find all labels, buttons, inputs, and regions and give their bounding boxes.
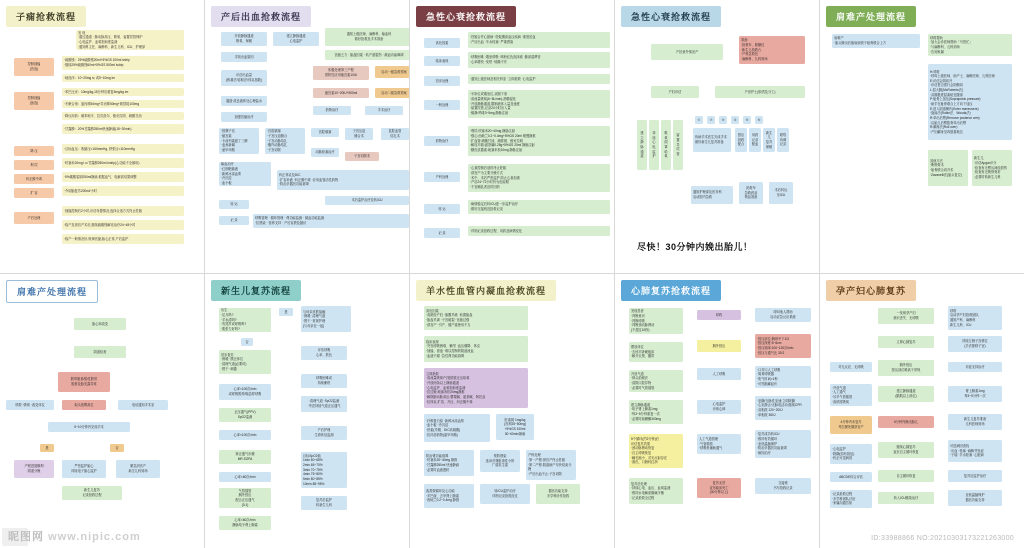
flow-node: ⑥	[755, 116, 763, 124]
panel-title: 心肺复苏抢救流程	[621, 280, 721, 301]
flow-node: 电话通知手术室	[118, 400, 168, 410]
flow-node: 阴道检查	[74, 346, 126, 358]
flow-node: 子宫切除术	[345, 152, 379, 161]
flow-node: 目标SpO2值 1min 60~65% 2min 65~70% 3min 70~75% 4min 75~80% 5min 80~85% 10min 85~95%	[301, 452, 347, 488]
flow-node: ②	[707, 116, 715, 124]
flow-node: ·甘露醇：20%甘露醇250ml快速静滴(15~20min)	[62, 124, 184, 134]
flow-node: 高危因素 ·高龄经产妇 ·胎膜早破 ·前置胎盘 ·胎盘早剥 ·子宫破裂 ·宫缩过强 ·剖宫产 ·引产、催产素使用不当	[424, 306, 528, 330]
flow-node: 与母亲皮肤接触 ·保暖 ·清理气道 ·擦干 ·常规护理 (与母亲在一起)	[301, 306, 351, 332]
flow-node: 通知护理部及医务科 启动院内急救	[691, 186, 733, 204]
flow-node: ·呼吸困难 ·端坐呼吸 ·咳粉红色泡沫痰 ·肺部湿啰音 ·心率增快 ·发绀 ·烦躁不安	[468, 52, 610, 68]
flow-node: ·利尿:呋塞米20~40mg 静脉注射 ·强心:西地兰0.2~0.4mg+5%GS 20ml 缓慢静推 ·扩血管:硝酸甘油、硝普钠、酚妥拉明 ·解痉平喘:氨茶碱0.25g+5%GS 20ml 静脉注射 ·糖皮质激素:地塞米松10mg 静脉注射	[468, 126, 610, 156]
panel-title: 急性心衰抢救流程	[621, 6, 721, 27]
flowchart-panel-9	[615, 274, 819, 547]
flow-node: 否	[241, 338, 253, 346]
flow-node: ABCDE综合评估	[830, 472, 872, 482]
flow-node: 胸外按压	[697, 340, 741, 352]
flow-node: ·抽搐控制后2小时,评估母婴情况,选择合适方式终止妊娠	[62, 206, 184, 216]
flow-node: ·详细记录抢救过程、用药及病情变化	[468, 226, 610, 236]
flow-node: 药物治疗	[313, 106, 351, 115]
flow-node: 呼吸困难或 持续紫绀	[301, 374, 347, 388]
flow-node: 矫正通气步骤 MR.SOPA	[219, 450, 271, 464]
flow-node: 新生儿 复苏 保暖	[763, 128, 775, 152]
flow-node: ·通知上级医师及相关科室 ·立即抢救 ·心电监护	[468, 74, 610, 84]
panel-title: 急性心衰抢救流程	[416, 6, 516, 27]
flow-node: 脐带脱垂/隐性脐带 脱垂及胎先露异常	[58, 372, 110, 392]
flow-node: ·妊娠合并心脏病 ·妊娠期高血压疾病 ·重度贫血 ·产后出血 ·羊水栓塞 ·严重感染	[468, 32, 610, 48]
flow-node: ·纤维蛋白原 ·新鲜冰冻血浆 ·血小板 ·冷沉淀 ·肝素(早期、DIC高凝期) ·抗纤溶药物(氨甲环酸)	[424, 414, 490, 442]
flow-node: ⑤	[743, 116, 751, 124]
flowchart-panel-4	[615, 0, 819, 273]
flow-node: 肩难产 ·胎头娩出后胎肩嵌顿于耻骨联合上方	[832, 34, 920, 48]
flow-node: 自主循环恢复	[878, 470, 934, 482]
flow-node: 转 运	[219, 200, 249, 209]
flow-node: 正压通气(PPV) SpO2监测	[219, 408, 271, 422]
panel-title: 子痫抢救流程	[6, 6, 86, 27]
flow-node: 产后护理 生命体征监测	[301, 426, 347, 440]
flow-node: 5分钟内娩出胎儿	[878, 416, 934, 428]
panel-title: 产后出血抢救流程	[211, 6, 311, 27]
flow-node: ·心衰控制后适时终止妊娠 ·剖宫产为主要分娩方式 ·术中、术后严密监护,防止心衰加重 ·产后24~72小时仍为危险期 ·不宜哺乳者及时回奶	[468, 164, 610, 192]
flow-node: ·降压用药：硝苯地平、拉贝洛尔、酚妥拉明、硝酸甘油	[62, 112, 184, 120]
flow-node: 摆放体位 ·去枕平卧硬板床 ·解开衣领、腰带	[629, 342, 683, 362]
flow-node: 通知上级医师、麻醉科、输血科 做好抢救及手术准备	[325, 28, 409, 46]
flow-node: 肾上腺素1mg 每3~5分钟一次	[948, 386, 1002, 402]
flow-node: 交接班 书写抢救记录	[755, 478, 811, 494]
flow-node: 器官功能支持 多学科协作抢救	[536, 484, 580, 504]
flow-node: 持续左侧子宫移位 (手法推移子宫)	[948, 336, 1002, 352]
flow-node: 手术治疗	[365, 106, 403, 115]
flow-node: ·清理气道 ·SpO2监测 ·考虑持续气道正压通气	[301, 396, 347, 412]
flow-node: 产科处理 ·第一产程:剖宫产终止妊娠 ·第二产程:阴道助产尽快结束分娩 ·产后出血不止:子宫切除	[526, 450, 576, 480]
flow-node: 立即心肺复苏	[878, 336, 934, 348]
flow-node: 预防感染 选用对肾脏毒性小的 广谱抗生素	[480, 450, 520, 472]
flow-node: 发 现 ·通过通道 · 肺动脉高压、吸氧、留置尿管保护 ·心电监护、血氧饱和度监测 ·通知科主任、麻醉科、新生儿科、ICU、护理部	[76, 30, 184, 50]
flow-node: ·心电监护 ·除颤(如有指征) ·纠正可逆病因	[830, 444, 872, 464]
flow-node: ·口对口人工呼吸 ·简易呼吸器 ·吹气时间>1秒 ·可见胸廓起伏	[755, 366, 811, 388]
flow-node: ·冬眠合剂：氯丙嗪50mg+异丙嗪50mg+哌替啶100mg	[62, 100, 184, 108]
flow-node: 心率<60次/min 静脉给予肾上腺素	[219, 516, 271, 530]
flow-node: 吸氧 面罩 给氧	[661, 120, 671, 170]
flow-node: 复苏后监护治疗	[948, 470, 1002, 482]
flowchart-panel-3	[410, 0, 614, 273]
flow-node: 5~10分钟内完成手术	[48, 422, 130, 432]
flow-node: ①	[695, 116, 703, 124]
flow-node: ·按压部位:胸骨中下1/3 ·按压深度:5~6cm ·按压频率:100~120次/min ·按压与通气比 30:2	[755, 334, 811, 358]
flow-node: 纠正休克及DIC ·扩容补液 ·纠正酸中毒 ·应用血管活性药物 ·防治多器官功能衰竭	[277, 170, 409, 190]
flow-node: 防治肾功能衰竭 ·呋塞米20~40mg 静推 ·甘露醇250ml 快速静滴 ·必要时血液透析	[424, 450, 474, 476]
flow-node: 呼吸管理 · 循环管理 · 肾功能监测 · 凝血功能监测 ·抗感染 · 营养支持 · 产后宣教及随访	[253, 214, 409, 228]
flow-node: 新生儿 ·评估Apgar评分 ·检查有无臂丛神经损伤 ·检查有无锁骨骨折 ·必要时转新生儿科	[972, 150, 1012, 186]
flow-node: 呼救 ·吸氧 ·改变体位	[6, 400, 54, 410]
flow-node: 立即抢救 ·高流量吸氧/气管插管正压给氧 ·开放两条以上静脉通道 ·心电监护、血氧饱和度监测 ·抗过敏:地塞米松20mg静推 ·解除肺动脉高压:罂粟碱、氨茶碱、阿托品 ·抗休克:扩容、升压、纠正酸中毒	[424, 368, 528, 408]
flow-node: 持续 心电 监护	[649, 120, 659, 170]
flow-node: 评估呼吸 心率、肤色	[301, 346, 347, 360]
flow-node: ·病情稳定后转ICU进一步监护治疗 ·做好交接班及抢救记录	[468, 200, 610, 214]
flow-node: 对症支持治疗	[948, 362, 1002, 372]
flowchart-panel-8	[410, 274, 614, 547]
flow-node: 宫缩乏力 · 胎盘因素 · 软产道裂伤 · 凝血功能障碍	[325, 50, 409, 60]
flowchart-panel-2	[205, 0, 409, 273]
flow-node: 动脉栓塞治疗	[311, 148, 339, 157]
flow-node: 新生儿复苏准备 儿科医师到场	[948, 414, 1002, 430]
flow-node: 术后监护治疗及转ICU	[325, 196, 409, 205]
flow-node: 开放气道 ·仰头抬颏法 ·清除口腔异物 ·必要时气管插管	[629, 370, 683, 392]
flow-node: ·按摩子宫 ·缩宫素 ·卡前列素氨丁三醇 ·麦角新碱 ·氨甲环酸	[219, 128, 259, 154]
flow-node: ·介绍脑复苏200ml/小时	[62, 186, 184, 196]
flow-node: 胸外按压 按压部位略高于常规	[878, 360, 934, 376]
flow-node: 人工气道管理 ·气管插管 ·呼吸机辅助通气	[697, 434, 741, 454]
flow-node: 心率<100次/min 或呼吸暂停/喘息样呼吸	[219, 384, 271, 400]
flow-node: 建立静脉通道 (膈肌以上部位)	[878, 386, 934, 402]
flow-node: 对无反应、无呼吸	[830, 362, 872, 372]
flow-node: 评估出血量 (称重法/容积法/休克指数)	[221, 70, 267, 86]
flow-node: 一发现孕产妇 意识丧失、无呼吸	[878, 308, 934, 324]
flow-node: 出生 ·足月吗? ·羊水清吗? ·有哭声或呼吸吗? ·肌张力好吗?	[219, 308, 271, 332]
flow-node: ·半卧位或端坐位,双腿下垂 ·高流量吸氧(6~8L/min),酒精湿化 ·开放静脉通道,限制液体入量及速度 ·留置尿管,记录24小时出入量 ·镇静:吗啡3~5mg 静脉注射	[468, 90, 610, 118]
flow-node: 初步复苏 ·保暖 ·摆正体位 ·清理气道(必要时) ·擦干 ·刺激	[219, 350, 271, 374]
flow-node: ·目标血压：收缩压<160mmHg, 舒张压<110mmHg	[62, 144, 184, 154]
flow-node: 建立静脉通道 ·给予肾上腺素1mg ·每3~5分钟重复一次 ·必要时胺碘酮300mg	[629, 400, 683, 424]
flow-node: 盆腔血管 结扎术	[381, 128, 409, 140]
flow-node: 新生儿复苏 记录抢救过程	[62, 486, 122, 500]
flow-node: 临床表现	[424, 56, 460, 66]
flow-node: 按压 抢救 配合	[735, 128, 747, 152]
flow-node: 复苏无效 宣布临床死亡 (30分钟以上)	[697, 478, 741, 498]
flow-node: 缩宫素10~20IU+500ml	[313, 88, 369, 98]
flow-node: 记 录	[424, 228, 460, 238]
flow-node: H:呼救 ·呼叫上级医师、助产士、麻醉医师、儿科医师 E:评估会阴切开 ·评估是否需行会阴侧切 L:屈大腿(McRoberts法) ·双腿极度屈曲贴近腹部 P:耻骨上加压(Suprapubic pressure) ·助手在耻骨联合上方向下加压 E:进入阴道操作(Enter maneuvers) ·旋肩法(Rubin法、Woods法) R:牵出后臂(Remove posterior arm) ·沿胎儿后臂肱骨牵出后臂 R:翻身法(Roll over) ·产妇翻身呈四肢着地位	[928, 64, 1012, 140]
flow-node: 控制抽搐 (备选)	[14, 92, 54, 110]
panel-title: 肩难产处理流程	[6, 280, 98, 303]
flow-node: ·地西泮：10~20mg iv, 或5~10mg im	[62, 74, 184, 82]
flowchart-panel-10	[820, 274, 1024, 547]
flow-node: 开放静脉通道 吸氧、保暖	[221, 32, 267, 46]
flow-node: 胎心率改变	[74, 318, 126, 330]
flow-node: 呼救	[697, 310, 741, 320]
flow-node: ·室颤/无脉性室速:立即除颤 ·心室静止/无脉电活动:继续CPR ·双相波 120~200J ·单相波 360J	[755, 396, 811, 420]
flow-node: 改善微循环及心功能 ·多巴胺、去甲肾上腺素 ·西地兰0.2~0.4mg 静推	[424, 484, 474, 508]
flow-node: 复苏后处理 ·持续心电、血压、血氧监测 ·维持水电解质酸碱平衡 ·记录抢救全过程	[629, 478, 683, 504]
flow-node: 药物治疗	[424, 136, 460, 146]
flow-node: 协助手术医生完成手术 做好新生儿复苏准备	[693, 128, 731, 152]
flow-node: ·记录抢救过程 ·多学科团队讨论 ·家属沟通告知	[830, 490, 872, 508]
flow-node: 留置 导尿 管	[673, 120, 683, 170]
flow-node: ·临产及剖宫产术后,继续硫酸镁解痉治疗24~48小时	[62, 220, 184, 230]
flow-node: 复苏后监护 转新生儿科	[301, 496, 347, 510]
flow-node: 通道·改良液体处心理盐水	[221, 96, 267, 106]
flow-node: 发现患者 ·判断意识 ·判断呼吸 ·判断颈动脉搏动 (不超过10秒)	[629, 308, 683, 334]
flow-node: 准备: ·抢救车、除颤仪 ·新生儿抢救台 ·产科急救包 ·麻醉科、儿科到场	[739, 36, 805, 64]
flow-node: 启动一级急救预案	[375, 66, 409, 78]
watermark-en: www.nipic.com	[48, 531, 141, 543]
id-text: ID:33988866 NO:20210303173221263000	[871, 535, 1014, 542]
flow-node: 抢救车 急救药品 物品准备	[739, 182, 763, 204]
flow-node: 呼救帮助 ·加大会诊医师帮助「马伯忙」 ·与麻醉科、儿科到场 ·告知家属	[928, 34, 1012, 56]
flow-node: 产妇意外情况产	[651, 44, 723, 60]
flow-node: 控制抽搐 (首选)	[14, 58, 54, 76]
flow-node: 产科处理	[424, 172, 460, 182]
flow-node: 是	[279, 308, 293, 316]
flow-node: 紧急剖宫产 新生儿科到场	[116, 460, 160, 478]
flow-node: 降 压	[14, 146, 54, 156]
watermark-cn: 昵图网	[8, 531, 44, 543]
flow-node: 扩 容	[14, 188, 54, 198]
flow-node: 气管插管 胸外按压 配合正压通气 (3:1)	[219, 488, 271, 508]
flow-node: 高危因素	[424, 38, 460, 48]
flow-node: 建立静脉通道 心电监护	[273, 32, 319, 46]
flow-node: 5个循环(约2分钟)后 评估复苏效果 ·颈动脉搏动恢复 ·自主呼吸恢复 ·瞳孔缩小、对光反射存在 ·面色、口唇转红润	[629, 434, 683, 468]
flow-node: ·苯巴比妥：10mg/kg,15分钟后重复5mg/kg im	[62, 88, 184, 96]
panel-callout-text: 尽快！30分钟内娩出胎儿！	[637, 242, 753, 252]
flow-node: 加强宫缩治疗	[221, 112, 267, 122]
flow-node: ·宫腔填塞 ·子宫压迫缝合 ·子宫动脉结扎 ·髂内动脉结扎 ·子宫切除	[265, 128, 305, 154]
flow-node: 利 尿	[14, 160, 54, 170]
flow-node: 产妇评估	[651, 86, 699, 98]
flow-node: 严密监护胎心 持续电子胎心监护	[62, 460, 106, 478]
flow-node: 其他方法 ·断锁骨术 ·耻骨联合切开术 ·Zavanelli法(胎头复位)	[928, 150, 968, 186]
flow-node: 肝素钠 1mg/kg (首剂25~50mg) +5%GS 100ml 30~60min静滴	[496, 414, 534, 440]
flow-node: 宫腔填塞	[311, 128, 339, 137]
flow-node: 继续心肺复苏 直至自主循环恢复	[878, 442, 934, 458]
flow-node: ·硫酸镁：25%硫酸镁20ml+5%GS 100ml ivdrip ·继续25%硫酸镁60ml+5%GS 500ml ivdrip	[62, 56, 184, 70]
flow-node: ·5%碳酸氢钠250ml静滴,根据血气、电解质结果调整	[62, 172, 184, 182]
flow-node: 积极处理第三产程 预防性应用缩宫素10IU	[313, 66, 369, 80]
flow-node: 心电监护 识别心律	[697, 400, 741, 414]
flow-node: 人工呼吸	[697, 368, 741, 380]
flow-node: 心率<100次/min	[219, 430, 271, 440]
flow-node: 一般处理	[424, 100, 460, 110]
flow-node: 心率<60次/min	[219, 472, 271, 482]
flow-node: 转ICU监护治疗 详细记录抢救经过	[480, 484, 530, 504]
flow-node: 初步处理	[424, 76, 460, 86]
flow-node: 用药 记录 配血	[749, 128, 761, 152]
flow-node: 产房护士(职责及分工)	[715, 86, 805, 98]
flow-node: ·开放气道 ·人工通气 ·尽早气管插管 ·高浓度吸氧	[830, 384, 872, 406]
flow-node: 4分钟内未复苏 考虑濒死期剖宫产	[830, 416, 872, 434]
flow-node: 输血治疗 ·红细胞悬液 ·新鲜冰冻血浆 ·冷沉淀 ·血小板	[219, 162, 271, 186]
flow-node: 转 运	[424, 204, 460, 214]
panel-title: 羊水性血管内凝血抢救流程	[416, 280, 556, 301]
flow-node: 联络 协调 记录	[777, 128, 789, 152]
flow-node: 亚低温脑保护 器官功能支持	[948, 490, 1002, 506]
flow-node: 纠正酸中毒	[14, 174, 54, 184]
flow-node: ④	[731, 116, 739, 124]
flow-node: 转入ICU继续治疗	[878, 492, 934, 504]
flowchart-panel-7	[205, 274, 409, 547]
flow-node: 寻找出血原因	[221, 52, 267, 62]
flow-node: ③	[719, 116, 727, 124]
flow-node: 呼叫他人帮助 启动应急反应系统	[755, 308, 811, 322]
flow-node: 产程进展顺利 阴道分娩	[14, 460, 54, 478]
flow-node: 产后处理	[14, 212, 54, 224]
flow-node: 术后转运 至ICU	[769, 182, 793, 204]
flow-node: 记 录	[219, 216, 249, 225]
flow-node: 临床表现 ·突发呼吸困难、紫绀 ·血压骤降、休克 ·抽搐、昏迷 ·难以控制的阴道流血 ·血液不凝 ·急性肾功能衰竭	[424, 336, 528, 362]
flow-node: ·临产一般情况好,规律宫缩,胎心正常,产后监护	[62, 234, 184, 244]
panel-title: 肩难产处理流程	[826, 6, 916, 27]
flowchart-panel-1	[0, 0, 204, 273]
flow-node: 取头低臀高位	[62, 400, 106, 410]
panel-title: 孕产妇心肺复苏	[826, 280, 916, 301]
flow-node: 建立 静脉 通道	[637, 120, 647, 170]
flow-node: 呼救 启动孕产妇抢救团队 通知产科、麻醉科 新生儿科、ICU	[948, 306, 1002, 330]
panel-title: 新生儿复苏流程	[211, 280, 301, 301]
flow-node: 否	[110, 444, 124, 452]
flow-node: 是	[40, 444, 54, 452]
flow-node: 子宫压迫 缝合术	[345, 128, 373, 140]
flow-node: 可逆病因查找 ·出血 ·栓塞 ·麻醉并发症 ·子痫 ·羊水栓塞 ·心脏病	[948, 440, 1002, 462]
flow-node: 启动二级急救预案	[375, 88, 409, 98]
flowchart-panel-5	[820, 0, 1024, 273]
flow-node: ·呋塞米20mg i.v./甘露醇250ml ivdrip(心功能不全慎用)	[62, 158, 184, 168]
flowchart-panel-6	[0, 274, 204, 547]
flow-node: ·复苏成功转ICU ·维持有效循环 ·亚低温脑保护 ·防治多器官功能衰竭 ·病因治疗	[755, 430, 811, 458]
